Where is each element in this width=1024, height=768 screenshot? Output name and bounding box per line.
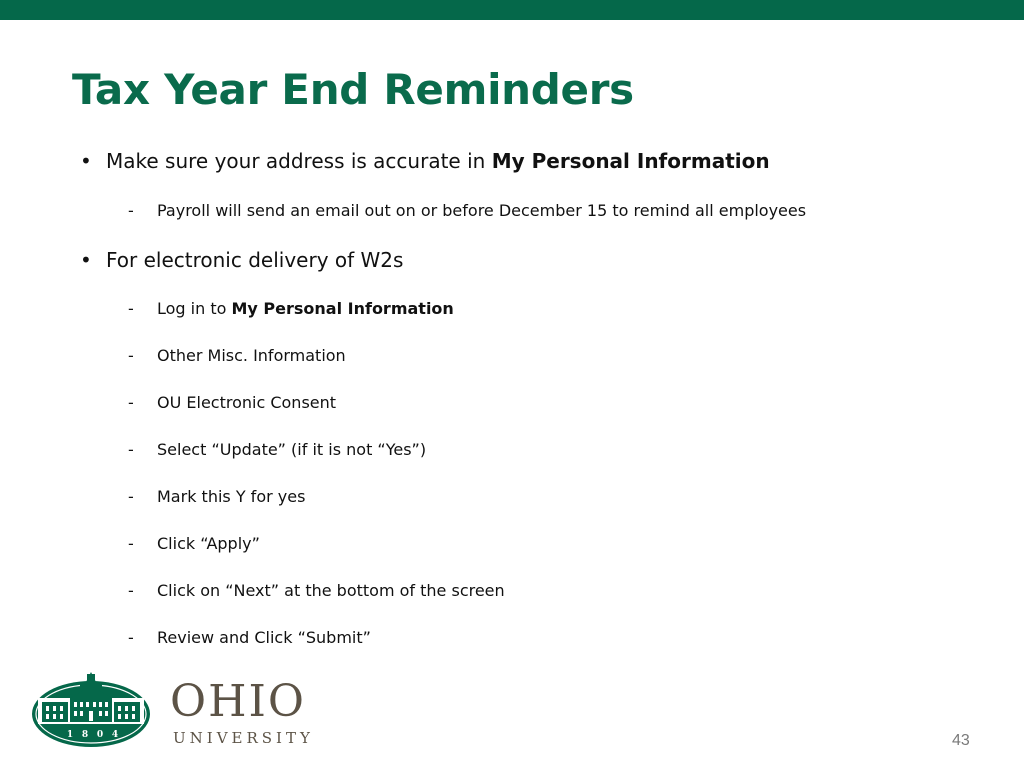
page-number: 43 [952, 732, 970, 749]
sub-item-marker: - [128, 440, 134, 459]
sub-item-electronic-consent [128, 393, 336, 413]
sub-item-text: Payroll will send an email out on or before December 15 to remind all employees [157, 201, 807, 220]
seal-year-digit: 1 [66, 730, 74, 740]
seal-year-digit: 4 [111, 730, 119, 740]
university-seal-icon [30, 670, 152, 750]
sub-item-misc-info [128, 346, 346, 366]
sub-item-bold-text: My Personal Information [231, 299, 454, 318]
bullet-text: For electronic delivery of W2s [106, 248, 404, 272]
bullet-bold-text: My Personal Information [491, 149, 770, 173]
sub-item-click-apply [128, 534, 260, 554]
sub-item-click-next [128, 581, 505, 601]
sub-item-text: Mark this Y for yes [157, 487, 306, 506]
sub-item-select-update [128, 440, 426, 460]
sub-item-marker: - [128, 581, 134, 600]
sub-item-login [128, 299, 454, 319]
sub-item-marker: - [128, 628, 134, 647]
logo-subword: UNIVERSITY [173, 729, 314, 747]
logo-wordmark: OHIO [170, 676, 306, 727]
bullet-marker: • [80, 149, 92, 173]
sub-item-marker: - [128, 201, 134, 220]
bullet-item-address [80, 149, 770, 173]
slide-title: Tax Year End Reminders [72, 65, 634, 114]
sub-item-marker: - [128, 346, 134, 365]
ohio-university-logo [30, 670, 340, 754]
bullet-marker: • [80, 248, 92, 272]
sub-item-click-submit [128, 628, 371, 648]
sub-item-text: Log in to [157, 299, 232, 318]
sub-item-marker: - [128, 393, 134, 412]
sub-item-mark-yes [128, 487, 305, 507]
sub-item-marker: - [128, 299, 134, 318]
sub-item-text: Review and Click “Submit” [157, 628, 371, 647]
sub-item-text: Click on “Next” at the bottom of the screen [157, 581, 505, 600]
top-accent-bar [0, 0, 1024, 20]
sub-item-text: OU Electronic Consent [157, 393, 337, 412]
sub-item-text: Select “Update” (if it is not “Yes”) [157, 440, 427, 459]
seal-year-digit: 8 [81, 730, 89, 740]
sub-item-text: Click “Apply” [157, 534, 260, 553]
sub-item-text: Other Misc. Information [157, 346, 346, 365]
sub-item-marker: - [128, 487, 134, 506]
bullet-item-electronic-delivery [80, 248, 403, 272]
bullet-text: Make sure your address is accurate in [106, 149, 492, 173]
sub-item-payroll-email [128, 201, 806, 221]
sub-item-marker: - [128, 534, 134, 553]
seal-year-digit: 0 [96, 730, 104, 740]
